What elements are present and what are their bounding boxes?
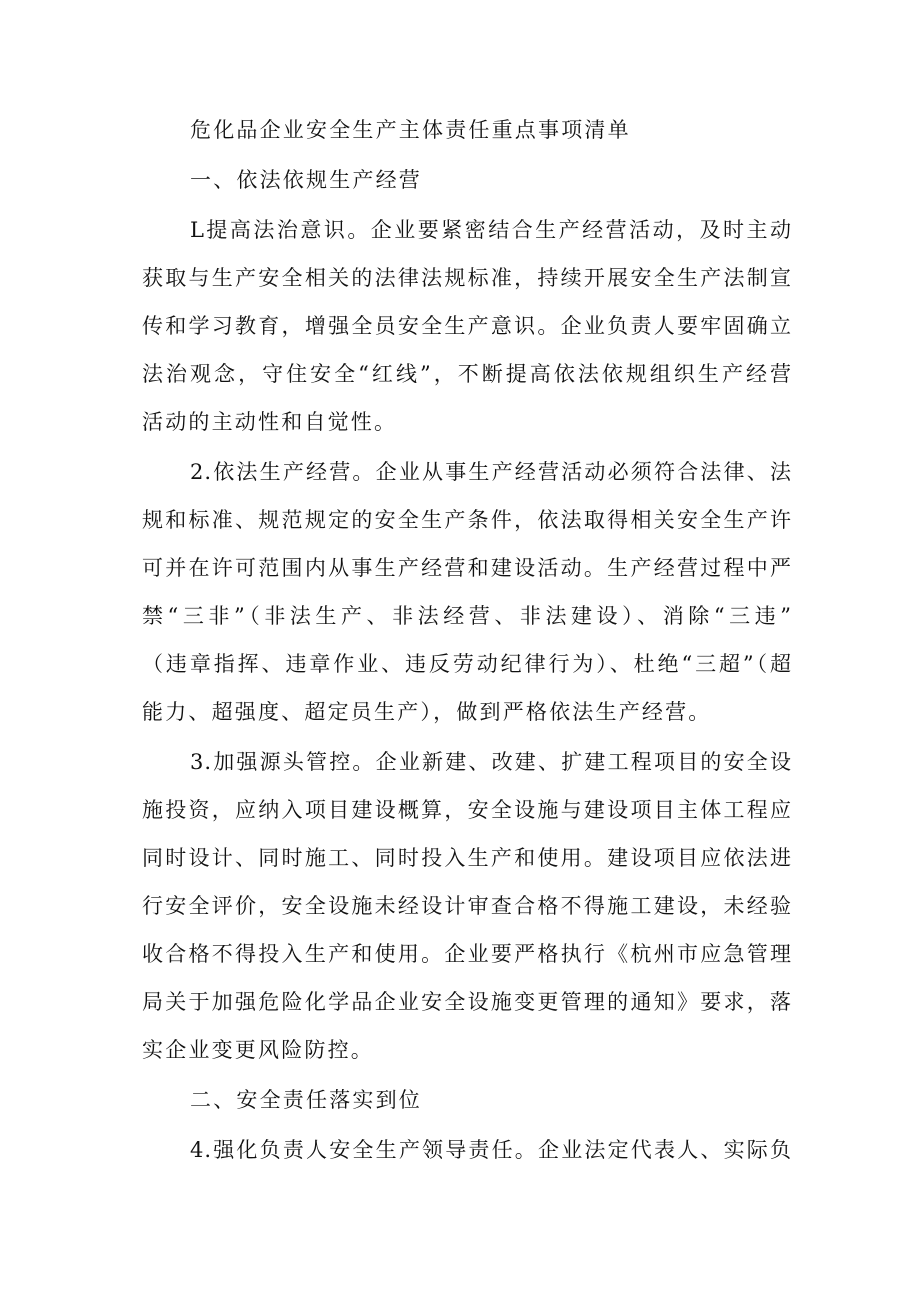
paragraph-line: 2.依法生产经营。企业从事生产经营活动必须符合法律、法 [190,460,792,484]
paragraph-line: 实企业变更风险防控。 [142,1038,374,1062]
paragraph-line: 法治观念，守住安全“红线”，不断提高依法依规组织生产经营 [142,362,792,386]
paragraph-line: 施投资，应纳入项目建设概算，安全设施与建设项目主体工程应 [142,798,792,822]
paragraph-line: 禁“三非”（非法生产、非法经营、非法建设）、消除“三违” [142,604,792,628]
paragraph-1 [142,206,792,446]
document-page [142,106,792,1176]
paragraph-line: 传和学习教育，增强全员安全生产意识。企业负责人要牢固确立 [142,314,792,338]
section-heading-2 [142,1076,792,1124]
paragraph-line: L提高法治意识。企业要紧密结合生产经营活动，及时主动 [190,218,792,242]
paragraph-line: 活动的主动性和自觉性。 [142,410,398,434]
paragraph-line: 收合格不得投入生产和使用。企业要严格执行《杭州市应急管理 [142,942,792,966]
paragraph-line: 规和标准、规范规定的安全生产条件，依法取得相关安全生产许 [142,508,792,532]
document-title: 危化品企业安全生产主体责任重点事项清单 [190,118,631,142]
paragraph-line: 能力、超强度、超定员生产），做到严格依法生产经营。 [142,700,712,724]
section-heading-text: 二、安全责任落实到位 [190,1088,422,1112]
paragraph-2 [142,448,792,736]
section-heading-text: 一、依法依规生产经营 [190,168,422,192]
paragraph-line: 局关于加强危险化学品企业安全设施变更管理的通知》要求，落 [142,990,792,1014]
paragraph-4 [142,1126,792,1174]
paragraph-line: （违章指挥、违章作业、违反劳动纪律行为）、杜绝“三超”（超 [142,652,792,676]
paragraph-line: 获取与生产安全相关的法律法规标准，持续开展安全生产法制宣 [142,266,792,290]
paragraph-line: 行安全评价，安全设施未经设计审查合格不得施工建设，未经验 [142,894,792,918]
paragraph-line: 4.强化负责人安全生产领导责任。企业法定代表人、实际负 [190,1138,792,1162]
section-heading-1 [142,156,792,204]
paragraph-line: 3.加强源头管控。企业新建、改建、扩建工程项目的安全设 [190,750,792,774]
document-title-block [142,106,792,154]
paragraph-line: 同时设计、同时施工、同时投入生产和使用。建设项目应依法进 [142,846,792,870]
paragraph-3 [142,738,792,1074]
paragraph-line: 可并在许可范围内从事生产经营和建设活动。生产经营过程中严 [142,556,792,580]
